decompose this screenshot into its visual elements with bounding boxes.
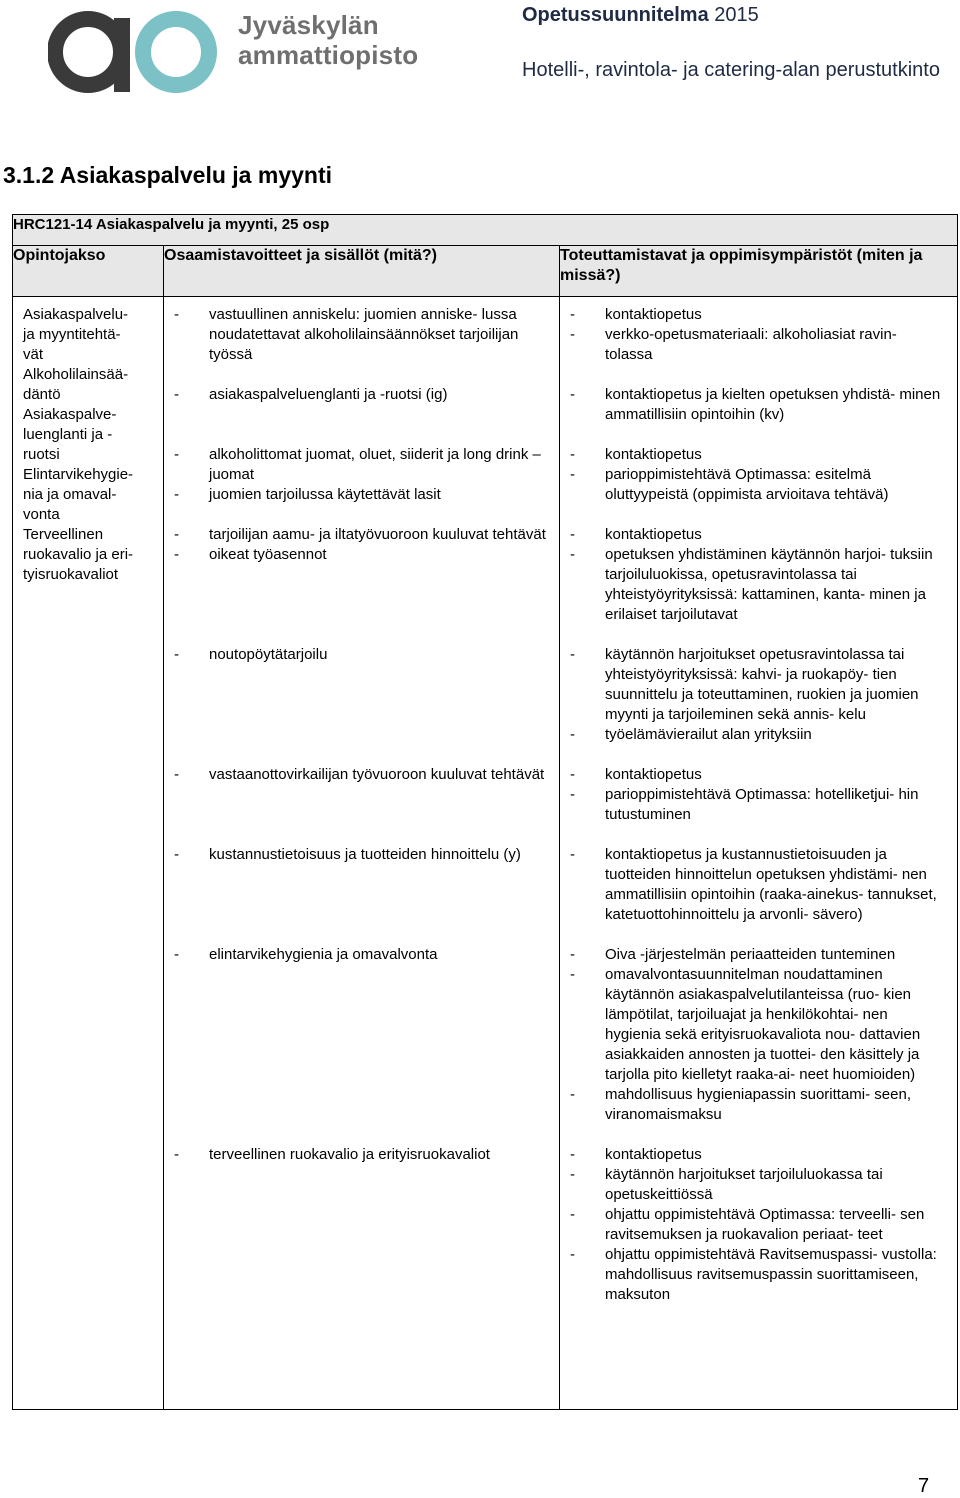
list-item <box>570 385 947 425</box>
document-title-text: Opetussuunnitelma <box>522 4 709 26</box>
list-item <box>570 1085 947 1125</box>
course-title: HRC121-14 Asiakaspalvelu ja myynti, 25 osp <box>13 215 958 246</box>
bullet-dash: - <box>570 466 575 483</box>
opintojakso-cell <box>13 297 164 1410</box>
list-item <box>570 965 947 1085</box>
bullet-dash: - <box>570 726 575 743</box>
logo-wordmark <box>238 10 418 70</box>
bullet-dash: - <box>570 786 575 803</box>
goal-group <box>174 645 549 745</box>
list-item-text: kontaktiopetus ja kielten opetuksen yhdistä- minen ammatillisiin opintoihin (kv) <box>605 386 941 423</box>
bullet-dash: - <box>174 646 179 663</box>
list-item-text: kontaktiopetus ja kustannustietoisuuden ja tuotteiden hinnoittelun opetuksen yhdistämi- nen ammatillisiin opintoihin (raaka-ainekus- tannukset, katetuottohinnoittelu ja arvonli- sävero) <box>605 846 937 923</box>
methods-cell <box>560 297 958 1410</box>
list-item <box>174 445 549 485</box>
column-header-goals: Osaamistavoitteet ja sisällöt (mitä?) <box>164 246 560 297</box>
logo-line-2: ammattiopisto <box>238 40 419 70</box>
list-item <box>570 945 947 965</box>
bullet-dash: - <box>174 526 179 543</box>
goal-group <box>174 445 549 505</box>
list-item <box>570 1165 947 1205</box>
list-item-text: työelämävierailut alan yrityksiin <box>605 726 812 743</box>
curriculum-table <box>12 214 958 1410</box>
list-item <box>174 765 549 785</box>
list-item-text: Oiva -järjestelmän periaatteiden tunteminen <box>605 946 896 963</box>
bullet-dash: - <box>174 846 179 863</box>
list-item <box>570 645 947 725</box>
opintojakso-line: Terveellinen <box>23 526 104 543</box>
list-item-text: juomien tarjoilussa käytettävät lasit <box>209 486 441 503</box>
bullet-dash: - <box>570 646 575 663</box>
list-item-text: kontaktiopetus <box>605 526 702 543</box>
page-header <box>0 0 960 130</box>
bullet-dash: - <box>570 446 575 463</box>
goal-group <box>174 765 549 825</box>
list-item-text: parioppimistehtävä Optimassa: hotelliketjui- hin tutustuminen <box>605 786 919 823</box>
bullet-dash: - <box>570 946 575 963</box>
list-item-text: ohjattu oppimistehtävä Ravitsemuspassi- vustolla: mahdollisuus ravitsemuspassin suorittamiseen, maksuton <box>605 1246 937 1303</box>
bullet-dash: - <box>174 446 179 463</box>
bullet-dash: - <box>570 1146 575 1163</box>
ao-logo-icon <box>48 4 218 96</box>
list-item-text: kustannustietoisuus ja tuotteiden hinnoittelu (y) <box>209 846 521 863</box>
list-item-text: noutopöytätarjoilu <box>209 646 328 663</box>
goal-group <box>174 1145 549 1305</box>
document-subtitle: Hotelli-, ravintola- ja catering-alan perustutkinto <box>522 59 940 81</box>
goals-cell <box>164 297 560 1410</box>
opintojakso-line: vät <box>23 346 44 363</box>
list-item-text: opetuksen yhdistäminen käytännön harjoi- tuksiin tarjoiluluokissa, opetusravintolassa tai yhteistyöyrityksissä: kattaminen, kanta- minen ja erilaiset tarjoilutavat <box>605 546 933 623</box>
list-item <box>174 945 549 965</box>
logo-line-1: Jyväskylän <box>238 10 379 40</box>
document-year: 2015 <box>714 4 759 26</box>
opintojakso-line: ruokavalio ja eri- <box>23 546 134 563</box>
goal-group <box>174 385 549 425</box>
list-item <box>174 845 549 865</box>
list-item <box>174 1145 549 1165</box>
opintojakso-line: Alkoholilainsää- <box>23 366 129 383</box>
bullet-dash: - <box>570 966 575 983</box>
bullet-dash: - <box>570 526 575 543</box>
list-item-text: asiakaspalveluenglanti ja -ruotsi (ig) <box>209 386 448 403</box>
opintojakso-line: vonta <box>23 506 60 523</box>
list-item <box>174 645 549 665</box>
goal-group <box>174 945 549 1125</box>
opintojakso-line: ruotsi <box>23 446 60 463</box>
page-number: 7 <box>918 1475 930 1497</box>
method-group <box>570 945 947 1125</box>
list-item <box>570 725 947 745</box>
list-item-text: mahdollisuus hygieniapassin suorittami- seen, viranomaismaksu <box>605 1086 911 1123</box>
list-item-text: oikeat työasennot <box>209 546 327 563</box>
list-item-text: kontaktiopetus <box>605 766 702 783</box>
method-group <box>570 845 947 925</box>
list-item-text: kontaktiopetus <box>605 446 702 463</box>
list-item <box>174 305 549 365</box>
bullet-dash: - <box>174 486 179 503</box>
list-item <box>174 485 549 505</box>
goal-group <box>174 305 549 365</box>
bullet-dash: - <box>174 1146 179 1163</box>
bullet-dash: - <box>570 1086 575 1103</box>
list-item <box>570 305 947 325</box>
opintojakso-line: luenglanti ja - <box>23 426 113 443</box>
bullet-dash: - <box>570 326 575 343</box>
list-item-text: verkko-opetusmateriaali: alkoholiasiat ravin- tolassa <box>605 326 897 363</box>
opintojakso-line: tyisruokavaliot <box>23 566 119 583</box>
column-header-methods: Toteuttamistavat ja oppimisympäristöt (miten ja missä?) <box>560 246 958 297</box>
list-item-text: vastuullinen anniskelu: juomien anniske- lussa noudatettavat alkoholilainsäännökset tarjoilijan työssä <box>209 306 519 363</box>
list-item <box>570 465 947 505</box>
list-item <box>174 525 549 545</box>
bullet-dash: - <box>570 1166 575 1183</box>
list-item-text: alkoholittomat juomat, oluet, siiderit ja long drink – juomat <box>209 446 541 483</box>
opintojakso-line: Asiakaspalvelu- <box>23 306 129 323</box>
bullet-dash: - <box>570 386 575 403</box>
list-item-text: tarjoilijan aamu- ja iltatyövuoroon kuuluvat tehtävät <box>209 526 546 543</box>
list-item-text: omavalvontasuunnitelman noudattaminen käytännön asiakaspalvelutilanteissa (ruo- kien lämpötilat, tarjoiluajat ja henkilökohtai- nen hygienia sekä erityisruokavaliota nou- dattavien asiakkaiden annosten ja tuottei- den käsittely ja tarjolla pito kielletyt raaka-ai- neet huomioiden) <box>605 966 921 1083</box>
bullet-dash: - <box>174 946 179 963</box>
opintojakso-line: däntö <box>23 386 61 403</box>
goal-group <box>174 845 549 925</box>
list-item <box>570 785 947 825</box>
list-item-text: terveellinen ruokavalio ja erityisruokavaliot <box>209 1146 490 1163</box>
list-item <box>570 845 947 925</box>
method-group <box>570 1145 947 1305</box>
bullet-dash: - <box>570 1206 575 1223</box>
bullet-dash: - <box>570 846 575 863</box>
opintojakso-line: nia ja omaval- <box>23 486 117 503</box>
method-group <box>570 645 947 745</box>
bullet-dash: - <box>174 386 179 403</box>
list-item-text: vastaanottovirkailijan työvuoroon kuuluvat tehtävät <box>209 766 545 783</box>
list-item <box>174 545 549 565</box>
column-header-opintojakso: Opintojakso <box>13 246 164 297</box>
bullet-dash: - <box>174 766 179 783</box>
list-item <box>570 1205 947 1245</box>
list-item-text: elintarvikehygienia ja omavalvonta <box>209 946 438 963</box>
list-item-text: ohjattu oppimistehtävä Optimassa: terveelli- sen ravitsemuksen ja ruokavalion periaat- teet <box>605 1206 925 1243</box>
opintojakso-line: ja myyntitehtä- <box>23 326 121 343</box>
list-item <box>570 525 947 545</box>
bullet-dash: - <box>570 1246 575 1263</box>
list-item-text: käytännön harjoitukset tarjoiluluokassa tai opetuskeittiössä <box>605 1166 883 1203</box>
bullet-dash: - <box>570 546 575 563</box>
opintojakso-line: Elintarvikehygie- <box>23 466 134 483</box>
bullet-dash: - <box>570 766 575 783</box>
opintojakso-line: Asiakaspalve- <box>23 406 117 423</box>
list-item-text: kontaktiopetus <box>605 306 702 323</box>
method-group <box>570 445 947 505</box>
list-item <box>570 545 947 625</box>
goal-group <box>174 525 549 625</box>
list-item <box>570 325 947 365</box>
list-item <box>174 385 549 405</box>
bullet-dash: - <box>570 306 575 323</box>
list-item-text: kontaktiopetus <box>605 1146 702 1163</box>
bullet-dash: - <box>174 306 179 323</box>
section-heading: 3.1.2 Asiakaspalvelu ja myynti <box>3 162 332 188</box>
method-group <box>570 305 947 365</box>
list-item-text: käytännön harjoitukset opetusravintolassa tai yhteistyöyrityksissä: kahvi- ja ruokapöy- tien suunnittelu ja toteuttaminen, ruokien ja juomien myynti ja tarjoileminen sekä annis- kelu <box>605 646 919 723</box>
bullet-dash: - <box>174 546 179 563</box>
list-item <box>570 765 947 785</box>
method-group <box>570 385 947 425</box>
document-title <box>522 4 759 27</box>
list-item <box>570 445 947 465</box>
list-item <box>570 1245 947 1305</box>
method-group <box>570 765 947 825</box>
list-item <box>570 1145 947 1165</box>
method-group <box>570 525 947 625</box>
list-item-text: parioppimistehtävä Optimassa: esitelmä oluttyypeistä (oppimista arvioitava tehtävä) <box>605 466 889 503</box>
